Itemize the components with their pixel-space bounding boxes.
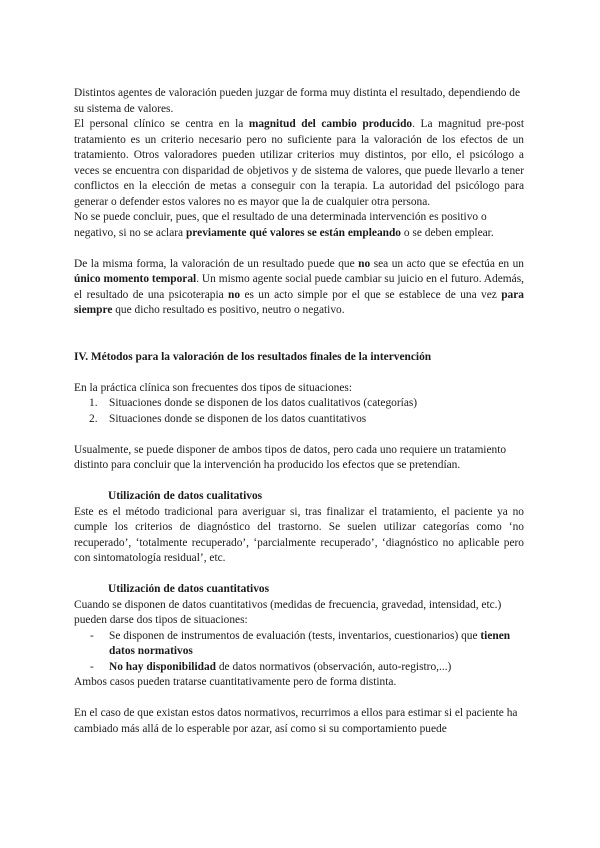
list-item: - Se disponen de instrumentos de evaluación (tests, inventarios, cuestionarios) que tienen datos normativos bbox=[90, 629, 511, 657]
normative-paragraph: En el caso de que existan estos datos normativos, recurrimos a ellos para estimar si el paciente ha cambiado más allá de lo esperable por azar, así como si su comportamiento puede bbox=[74, 707, 518, 735]
list-item: 1. Situaciones donde se disponen de los datos cualitativos (categorías) bbox=[89, 397, 418, 409]
intro-paragraph-1: Distintos agentes de valoración pueden juzgar de forma muy distinta el resultado, dependiendo de su sistema de valores. bbox=[74, 87, 520, 115]
usual-paragraph: Usualmente, se puede disponer de ambos tipos de datos, pero cada uno requiere un tratamiento distinto para concluir que la intervención ha producido los efectos que se pretendían. bbox=[74, 443, 507, 471]
section-heading: IV. Métodos para la valoración de los resultados finales de la intervención bbox=[74, 350, 432, 363]
intro-paragraph-3: No se puede concluir, pues, que el resultado de una determinada intervención es positivo o negativo, si no se aclara previamente qué valores se están empleando o se deben emplear. bbox=[74, 211, 494, 239]
quantitative-list bbox=[74, 629, 524, 676]
section-intro: En la práctica clínica son frecuentes dos tipos de situaciones: bbox=[74, 381, 353, 394]
values-emphasis: previamente qué valores se están empleando bbox=[185, 226, 402, 239]
quantitative-after: Ambos casos pueden tratarse cuantitativamente pero de forma distinta. bbox=[74, 676, 397, 688]
document-page bbox=[74, 86, 524, 737]
list-item: 2. Situaciones donde se disponen de los datos cuantitativos bbox=[89, 412, 367, 425]
list-item: - No hay disponibilidad de datos normativos (observación, auto-registro,...) bbox=[90, 660, 452, 673]
situations-list bbox=[74, 396, 524, 427]
valuation-paragraph: De la misma forma, la valoración de un resultado puede que no sea un acto que se efectúa en un único momento temporal. Un mismo agente social puede cambiar su juicio en el futuro. Además, el resultado de una psicoterapia no es un acto simple por el que se establece de una vez para siempre que dicho resultado es positivo, neutro o negativo. bbox=[74, 257, 525, 316]
intro-paragraph-2: El personal clínico se centra en la magnitud del cambio producido. La magnitud pre-post tratamiento es un criterio necesario pero no suficiente para la valoración de los efectos de un tratamiento. Otros valoradores pueden utilizar criterios muy distintos, por ello, el psicólogo a veces se encuentra con disparidad de objetivos y de sistema de valores, que puede llevarlo a tener conflictos en la elección de metas a conseguir con la terapia. La autoridad del psicólogo para generar o defender estos valores no es mayor que la de cualquier otra persona. bbox=[74, 118, 524, 208]
magnitude-emphasis: magnitud del cambio producido bbox=[248, 118, 413, 130]
quantitative-heading: Utilización de datos cuantitativos bbox=[108, 583, 270, 595]
qualitative-paragraph: Este es el método tradicional para averiguar si, tras finalizar el tratamiento, el paciente ya no cumple los criterios de diagnóstico del trastorno. Se suelen utilizar categorías como ‘no recuperado’, ‘totalmente recuperado’, ‘parcialmente recuperado’, ‘diagnóstico no aplicable pero con sintomatología residual’, etc. bbox=[74, 505, 524, 564]
quantitative-paragraph: Cuando se disponen de datos cuantitativos (medidas de frecuencia, gravedad, intensidad, etc.) pueden darse dos tipos de situaciones: bbox=[74, 598, 502, 626]
qualitative-heading: Utilización de datos cualitativos bbox=[108, 490, 263, 502]
